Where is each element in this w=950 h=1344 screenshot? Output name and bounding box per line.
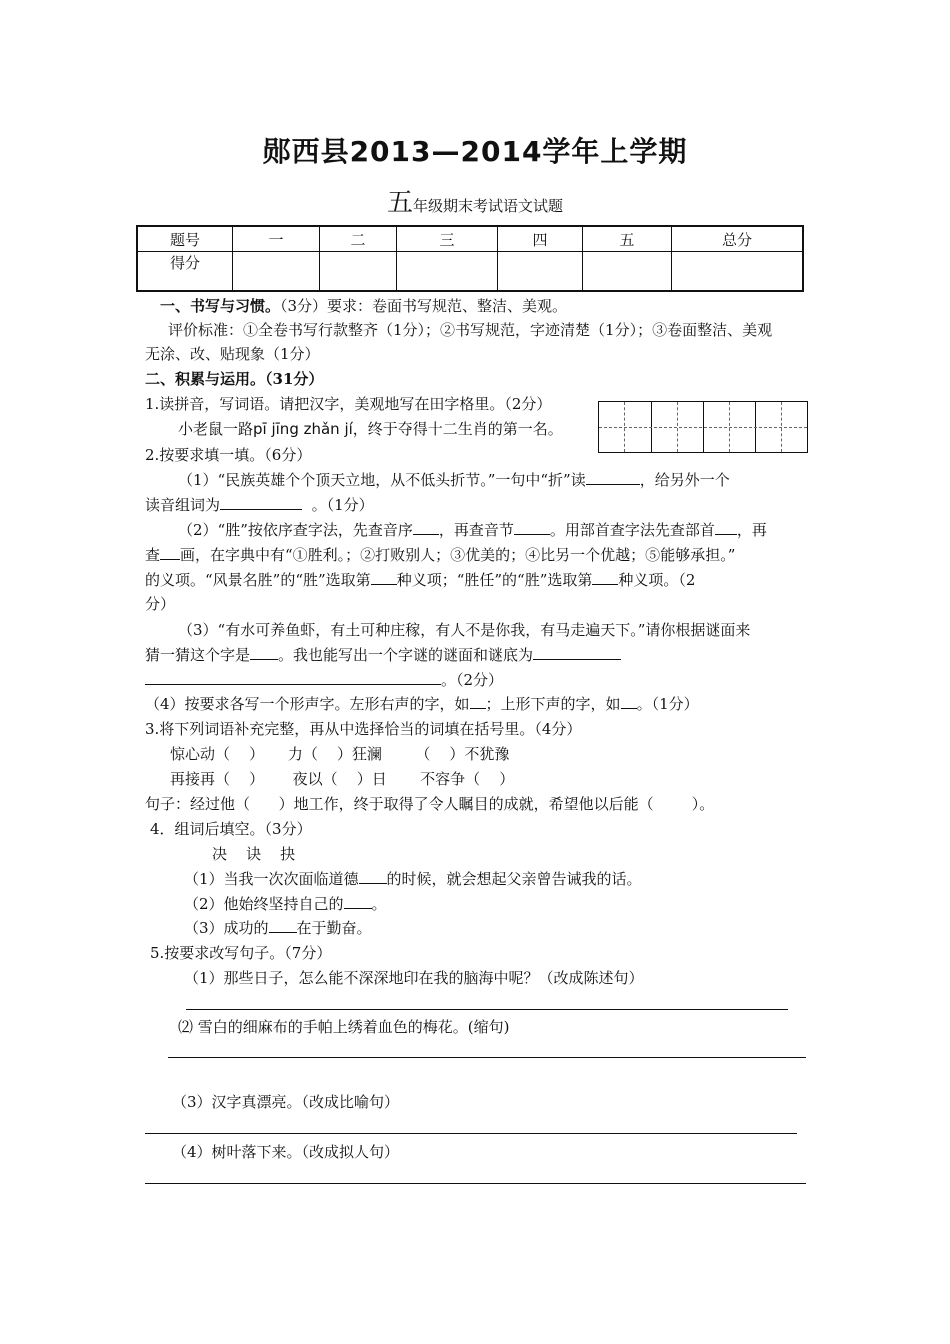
q4-words: 决 诀 抉 [212,845,296,863]
blank[interactable] [220,495,302,510]
q1-sentence-post: ，终于夺得十二生肖的第一名。 [352,420,563,438]
score-cell[interactable] [583,252,672,292]
blank[interactable] [533,645,621,660]
q2-p1-line2: 读音组词为 。（1分） [145,496,374,514]
blank[interactable] [592,570,618,585]
blank[interactable] [160,545,180,560]
section1-heading [160,294,567,318]
score-header-cell: 题号 [137,226,233,252]
score-header-cell: 二 [320,226,397,252]
q1-text: 1.读拼音，写词语。请把汉字，美观地写在田字格里。（2分） [145,395,552,413]
score-cell[interactable] [498,252,583,292]
grade-number: 五 [386,188,413,218]
answer-line[interactable] [186,1009,788,1010]
q3-row1: 惊心动（ ） 力（ ）狂澜 （ ）不犹豫 [170,745,510,763]
blank[interactable] [371,570,397,585]
score-cell[interactable] [672,252,804,292]
score-header-cell: 一 [233,226,320,252]
q2-p1-line1: （1）“民族英雄个个顶天立地，从不低头折节。”一句中“折”读 ，给另外一个 [178,471,730,489]
blank[interactable] [359,869,387,884]
score-table [136,225,804,292]
q1-pinyin: pī jīng zhǎn jí [253,420,353,438]
q5-s1: （1）那些日子，怎么能不深深地印在我的脑海中呢？（改成陈述句） [184,969,644,987]
section2-title: 二、积累与运用。（31分） [145,370,324,388]
q2-p2-line4: 分） [145,595,176,613]
score-header-cell: 总分 [672,226,804,252]
q2-text: 2.按要求填一填。（6分） [145,446,312,464]
blank[interactable] [715,520,737,535]
subtitle-text: 年级期末考试语文试题 [413,197,564,215]
q2-p2-line2: 查 画，在字典中有“①胜利。；②打败别人；③优美的；④比另一个优越；⑤能够承担。” [145,546,736,564]
score-cell[interactable] [397,252,498,292]
score-header-cell: 五 [583,226,672,252]
q4-s3: （3）成功的 在于勤奋。 [184,919,372,937]
blank[interactable] [145,670,441,685]
blank[interactable] [413,520,439,535]
score-cell[interactable] [320,252,397,292]
answer-line[interactable] [145,1183,806,1184]
blank[interactable] [269,918,297,933]
q3-sentence: 句子：经过他（ ）地工作，终于取得了令人瞩目的成就，希望他以后能（ ）。 [145,795,715,813]
blank[interactable] [514,520,550,535]
answer-line[interactable] [168,1057,806,1058]
page-subtitle [0,182,950,219]
q5-s3: （3）汉字真漂亮。（改成比喻句） [172,1093,400,1111]
blank[interactable] [344,894,372,909]
q4-s2: （2）他始终坚持自己的 。 [184,895,387,913]
score-header-cell: 三 [397,226,498,252]
score-cell[interactable] [233,252,320,292]
q2-p4: （4）按要求各写一个形声字。左形右声的字，如 ；上形下声的字，如 。（1分） [145,695,699,713]
section1-requirement: （3分）要求：卷面书写规范、整洁、美观。 [280,297,568,315]
q3-text: 3.将下列词语补充完整，再从中选择恰当的词填在括号里。（4分） [145,720,582,738]
q2-p3-line2: 猜一猜这个字是 。我也能写出一个字谜的谜面和谜底为 [145,643,621,667]
tianzige-grid[interactable] [598,401,808,453]
q1-sentence-pre: 小老鼠一路 [178,420,254,438]
q2-p2-line1: （2）“胜”按依序查字法，先查音序 ，再查音节 。用部首查字法先查部首 ，再 [178,521,767,539]
q2-p3-line1: （3）“有水可养鱼虾，有土可种庄稼，有人不是你我，有马走遍天下。”请你根据谜面来 [178,621,751,639]
q2-p3-line3: 。（2分） [145,668,503,692]
page-title: 郧西县2013—2014学年上学期 [262,135,688,168]
q4-text: 4．组词后填空。（3分） [150,820,312,838]
answer-line[interactable] [145,1133,797,1134]
q4-s1: （1）当我一次次面临道德 的时候，就会想起父亲曾告诫我的话。 [184,870,642,888]
q2-p2-line3: 的义项。“风景名胜”的“胜”选取第 种义项；“胜任”的“胜”选取第 种义项。（2 [145,571,696,589]
q3-row2: 再接再（ ） 夜以（ ）日 不容争（ ） [170,770,515,788]
score-header-cell: 四 [498,226,583,252]
score-row-label: 得分 [137,252,233,292]
q5-s2: ⑵ 雪白的细麻布的手帕上绣着血色的梅花。(缩句) [178,1018,510,1036]
blank[interactable] [586,470,640,485]
section1-title: 一、书写与习惯。 [160,297,281,315]
blank[interactable] [621,694,637,709]
q5-text: 5.按要求改写句子。（7分） [150,944,332,962]
blank[interactable] [250,645,278,660]
q5-s4: （4）树叶落下来。（改成拟人句） [172,1143,400,1161]
q1-sentence [178,417,563,441]
section1-criteria-2: 无涂、改、贴现象（1分） [145,345,320,363]
section1-criteria-1: 评价标准：①全卷书写行款整齐（1分）；②书写规范，字迹清楚（1分）；③卷面整洁、美观 [168,321,773,339]
blank[interactable] [470,694,486,709]
